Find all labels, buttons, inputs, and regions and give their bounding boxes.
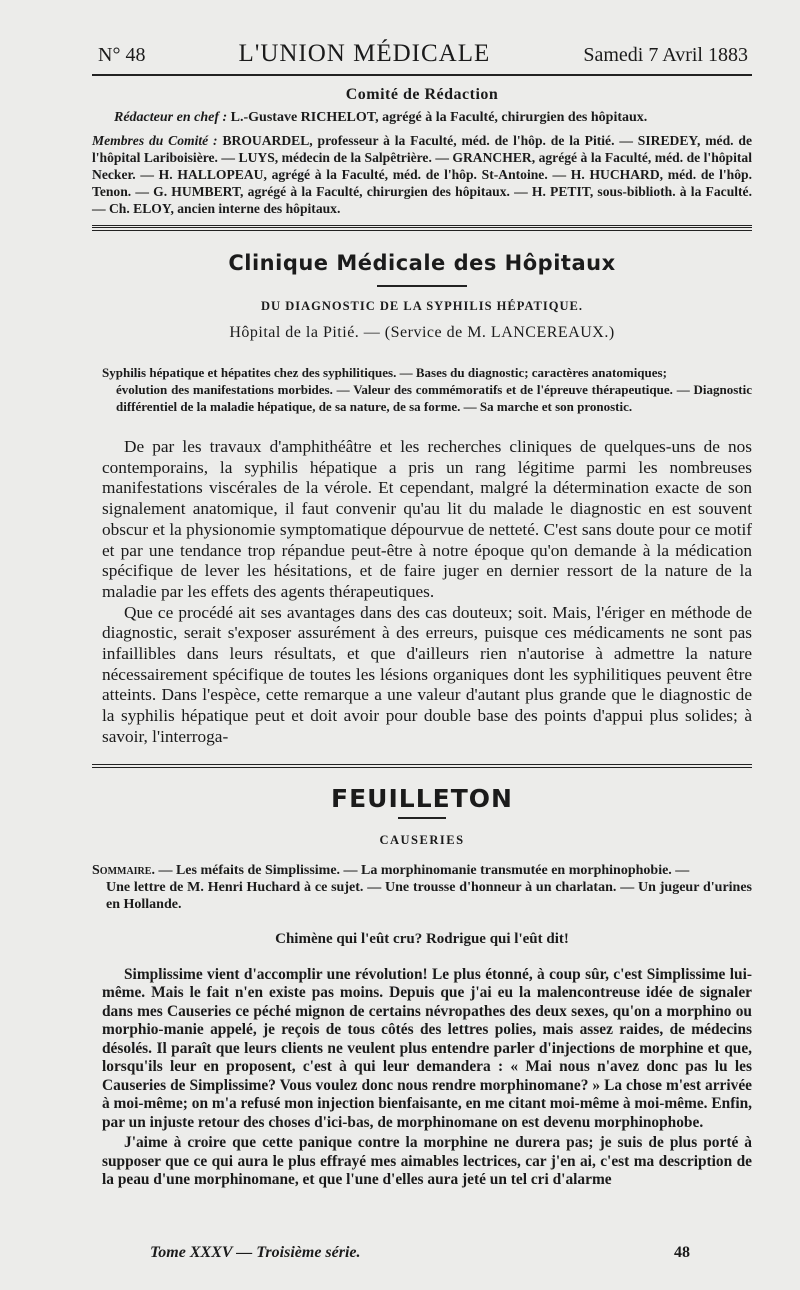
redacteur-label: Rédacteur en chef : [114,110,228,125]
summary-first-line: — Les méfaits de Simplissime. — La morphinomanie transmutée en morphinophobie. — [154,862,690,878]
summary-rest: évolution des manifestations morbides. — Valeur des commémoratifs et de l'épreuve thérapeutique. — Diagnostic différentiel de la maladie hépatique, de sa nature, de sa forme. — Sa marche et son pronostic. [116,382,752,414]
page-number: 48 [674,1244,690,1261]
article-body [92,437,752,748]
causeries-heading: CAUSERIES [379,832,465,847]
feuilleton-title: FEUILLETON [331,783,513,813]
feuilleton-body [92,966,752,1190]
journal-title: L'UNION MÉDICALE [238,40,491,67]
redacteur-line [114,110,752,126]
issue-date: Samedi 7 Avril 1883 [583,44,748,66]
summary-first-line: Syphilis hépatique et hépatites chez des syphilitiques. — Bases du diagnostic; caractères anatomiques; [102,365,667,380]
article-subtitle: DU DIAGNOSTIC DE LA SYPHILIS HÉPATIQUE. [261,299,583,313]
feuilleton-summary [92,862,752,913]
feuilleton-divider [92,764,752,768]
feuilleton-rule [398,817,446,819]
comite-section [92,86,752,217]
page-footer [150,1244,690,1262]
membres-paragraph [92,132,752,217]
masthead-rule [92,74,752,76]
membres-label: Membres du Comité : [92,133,218,148]
article-summary [102,364,752,415]
summary-rest: Une lettre de M. Henri Huchard à ce sujet. — Une trousse d'honneur à un charlatan. — Un jugeur d'urines en Hollande. [106,879,752,912]
feuilleton-paragraph: J'aime à croire que cette panique contre la morphine ne durera pas; je suis de plus porté à supposer que ce qui aura le plus effrayé mes aimables lectrices, car j'en ai, c'est ma description de la peau d'une morphinomane, et que l'une d'elles aura jeté un tel cri d'alarme [102,1134,752,1189]
membres-text: BROUARDEL, professeur à la Faculté, méd. de l'hôp. de la Pitié. — SIREDEY, méd. de l'hôpital Lariboisière. — LUYS, médecin de la Salpêtrière. — GRANCHER, agrégé à la Faculté, méd. de l'hôpital Necker. — H. HALLOPEAU, agrégé à la Faculté, méd. de l'hôp. St-Antoine. — H. HUCHARD, méd. de l'hôp. Tenon. — G. HUMBERT, agrégé à la Faculté, chirurgien des hôpitaux. — H. PETIT, sous-biblioth. à la Faculté. — Ch. ELOY, ancien interne des hôpitaux. [92,133,752,216]
feuilleton-section [92,784,752,1190]
masthead [92,40,752,72]
article-paragraph: De par les travaux d'amphithéâtre et les recherches cliniques de quelques-uns de nos contemporains, la syphilis hépatique a pris un rang légitime parmi les nombreuses manifestations viscérales de la vérole. Et cependant, malgré la détermination exacte de son signalement anatomique, il faut convenir qu'au lit du malade le diagnostic en est souvent obscur et la physionomie symptomatique dépourvue de netteté. C'est sans doute pour ce motif et par une tendance trop répandue peut-être à notre époque qu'on demande à la médication spécifique de lever les hésitations, et de faire juger en dernier ressort de la nature de la maladie par les effets des agents thérapeutiques. [102,437,752,601]
section-divider [92,225,752,231]
epigraph: Chimène qui l'eût cru? Rodrigue qui l'eût dit! [275,930,569,947]
hospital-line: Hôpital de la Pitié. — (Service de M. LANCEREAUX.) [229,324,615,341]
summary-label: Sommaire. [92,862,155,878]
title-rule [377,285,467,287]
issue-number: N° 48 [98,44,146,66]
comite-title: Comité de Rédaction [345,86,499,103]
redacteur-text: L.-Gustave RICHELOT, agrégé à la Faculté, chirurgien des hôpitaux. [227,110,648,125]
feuilleton-paragraph: Simplissime vient d'accomplir une révolution! Le plus étonné, à coup sûr, c'est Simplissime lui-même. Mais le fait n'en existe pas moins. Depuis que j'ai eu la malencontreuse idée de signaler dans mes Causeries ce péché mignon de certains névropathes des deux sexes, qu'on a morphino ou morphio-manie appelé, je reçois de tous côtés des lettres polies, mais assez raides, de médecins désolés. Il paraît que leurs clients ne veulent plus entendre parler d'injections de morphine et que, lorsqu'ils leur en proposent, c'est à qui leur demandera : « Mai nous n'avez donc pas lu les Causeries de Simplissime? Vous voulez donc nous rendre morphinomane? » La chose m'est arrivée à moi-même; on m'a refusé mon injection bienfaisante, en me citant moi-même à moi-même. Enfin, par un injuste retour des choses d'ici-bas, de morphinomane on est devenu morphinophobe. [102,965,752,1131]
tome-series: Tome XXXV — Troisième série. [150,1244,361,1261]
clinique-article [92,251,752,748]
article-paragraph: Que ce procédé ait ses avantages dans des cas douteux; soit. Mais, l'ériger en méthode de diagnostic, serait s'exposer assurément à des erreurs, puisque ces médicaments ne sont pas infaillibles dans leurs résultats, et que d'ailleurs rien n'autorise à admettre la nature nécessairement spécifique de toutes les lésions organiques dont les syphilitiques peuvent être atteints. Dans l'espèce, cette remarque a une valeur d'autant plus grande que le diagnostic de la syphilis hépatique peut et doit avoir pour double base des points d'appui plus solides; à savoir, l'interroga- [102,602,752,746]
clinique-title: Clinique Médicale des Hôpitaux [228,251,616,275]
